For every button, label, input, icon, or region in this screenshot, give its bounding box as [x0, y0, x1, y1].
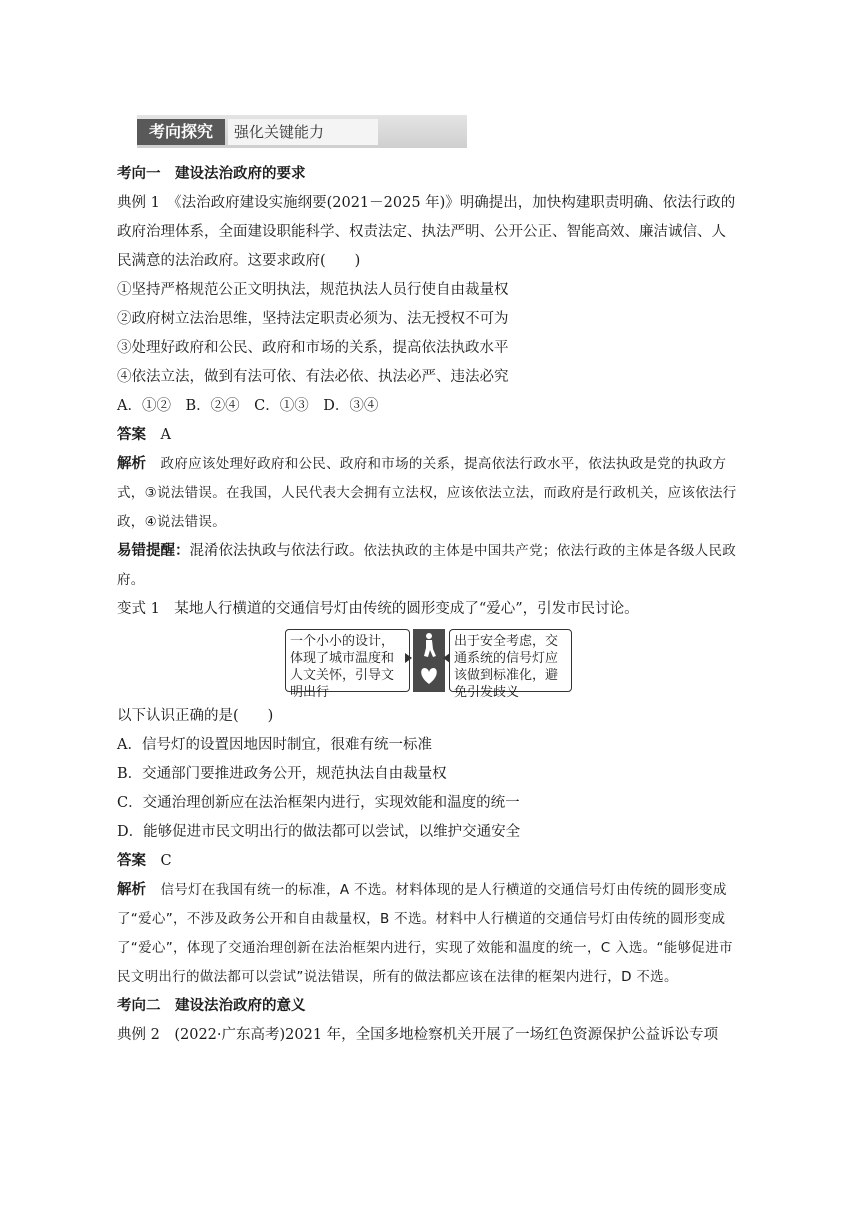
example-1-option-1: ①坚持严格规范公正文明执法，规范执法人员行使自由裁量权 — [117, 282, 509, 298]
banner-title: 考向探究 — [137, 119, 225, 145]
variant-1-option-a: A．信号灯的设置因地因时制宜，很难有统一标准 — [117, 737, 432, 753]
warning-key: 混淆依法执政与依法行政。 — [189, 543, 364, 559]
variant-1-question: 以下认识正确的是( ) — [117, 708, 274, 724]
answer-label: 答案 — [117, 853, 146, 869]
variant-1-stem: 变式 1 某地人行横道的交通信号灯由传统的圆形变成了“爱心”，引发市民讨论。 — [117, 601, 639, 617]
section-heading-2: 考向二 建设法治政府的意义 — [117, 998, 306, 1014]
variant-1-option-c: C．交通治理创新应在法治框架内进行，实现效能和温度的统一 — [117, 795, 520, 811]
example-2-stem: 典例 2 (2022·广东高考)2021 年，全国多地检察机关开展了一场红色资源保护公益诉讼专项 — [117, 1027, 719, 1043]
traffic-light-figure — [117, 624, 739, 702]
answer-value: A — [160, 427, 171, 443]
figure-right-box: 出于安全考虑，交通系统的信号灯应该做到标准化，避免引发歧义 — [449, 629, 572, 692]
variant-1-explanation — [117, 876, 739, 992]
explanation-label: 解析 — [117, 882, 146, 898]
warning-text: 依法执政的主体是中国共产党；依法行政的主体是各级人民政府。 — [117, 543, 737, 588]
example-1-stem: 典例 1 《法治政府建设实施纲要(2021－2025 年)》明确提出，加快构建职责明确、依法行政的政府治理体系，全面建设职能科学、权责法定、执法严明、公开公正、智能高效、廉洁诚信、人民满意的法治政府。这要求政府( ) — [117, 195, 736, 269]
section-heading-1: 考向一 建设法治政府的要求 — [117, 166, 306, 182]
example-1-option-3: ③处理好政府和公民、政府和市场的关系，提高依法执政水平 — [117, 340, 509, 356]
example-1-warning — [117, 537, 739, 595]
explanation-text: 政府应该处理好政府和公民、政府和市场的关系，提高依法行政水平，依法执政是党的执政方式，③说法错误。在我国，人民代表大会拥有立法权，应该依法立法，而政府是行政机关，应该依法行政，④说法错误。 — [117, 456, 737, 530]
answer-value: C — [160, 853, 172, 869]
example-1-choices: A．①② B．②④ C．①③ D．③④ — [117, 398, 379, 414]
example-1-option-2: ②政府树立法治思维，坚持法定职责必须为、法无授权不可为 — [117, 311, 509, 327]
banner-subtitle: 强化关键能力 — [228, 119, 378, 145]
variant-1-option-d: D．能够促进市民文明出行的做法都可以尝试，以维护交通安全 — [117, 824, 521, 840]
example-1-explanation — [117, 450, 739, 537]
variant-1-option-b: B．交通部门要推进政务公开，规范执法自由裁量权 — [117, 766, 447, 782]
figure-left-box: 一个小小的设计，体现了城市温度和人文关怀，引导文明出行 — [285, 629, 410, 692]
explanation-label: 解析 — [117, 456, 146, 472]
example-1-answer — [117, 421, 739, 450]
arrow-left-icon — [405, 653, 412, 663]
variant-1-answer — [117, 847, 739, 876]
warning-label: 易错提醒： — [117, 543, 190, 559]
document-body — [117, 160, 739, 1050]
section-banner — [137, 115, 467, 148]
example-1-option-4: ④依法立法，做到有法可依、有法必依、执法必严、违法必究 — [117, 369, 509, 385]
answer-label: 答案 — [117, 427, 146, 443]
heart-traffic-light-icon — [413, 629, 445, 692]
explanation-text: 信号灯在我国有统一的标准，A 不选。材料体现的是人行横道的交通信号灯由传统的圆形变成了“爱心”，不涉及政务公开和自由裁量权，B 不选。材料中人行横道的交通信号灯由传统的圆形变成了“爱心”，体现了交通治理创新在法治框架内进行，实现了效能和温度的统一，C 入选。“能够促进市民文明出行的做法都可以尝试”说法错误，所有的做法都应该在法律的框架内进行，D 不选。 — [117, 882, 733, 985]
